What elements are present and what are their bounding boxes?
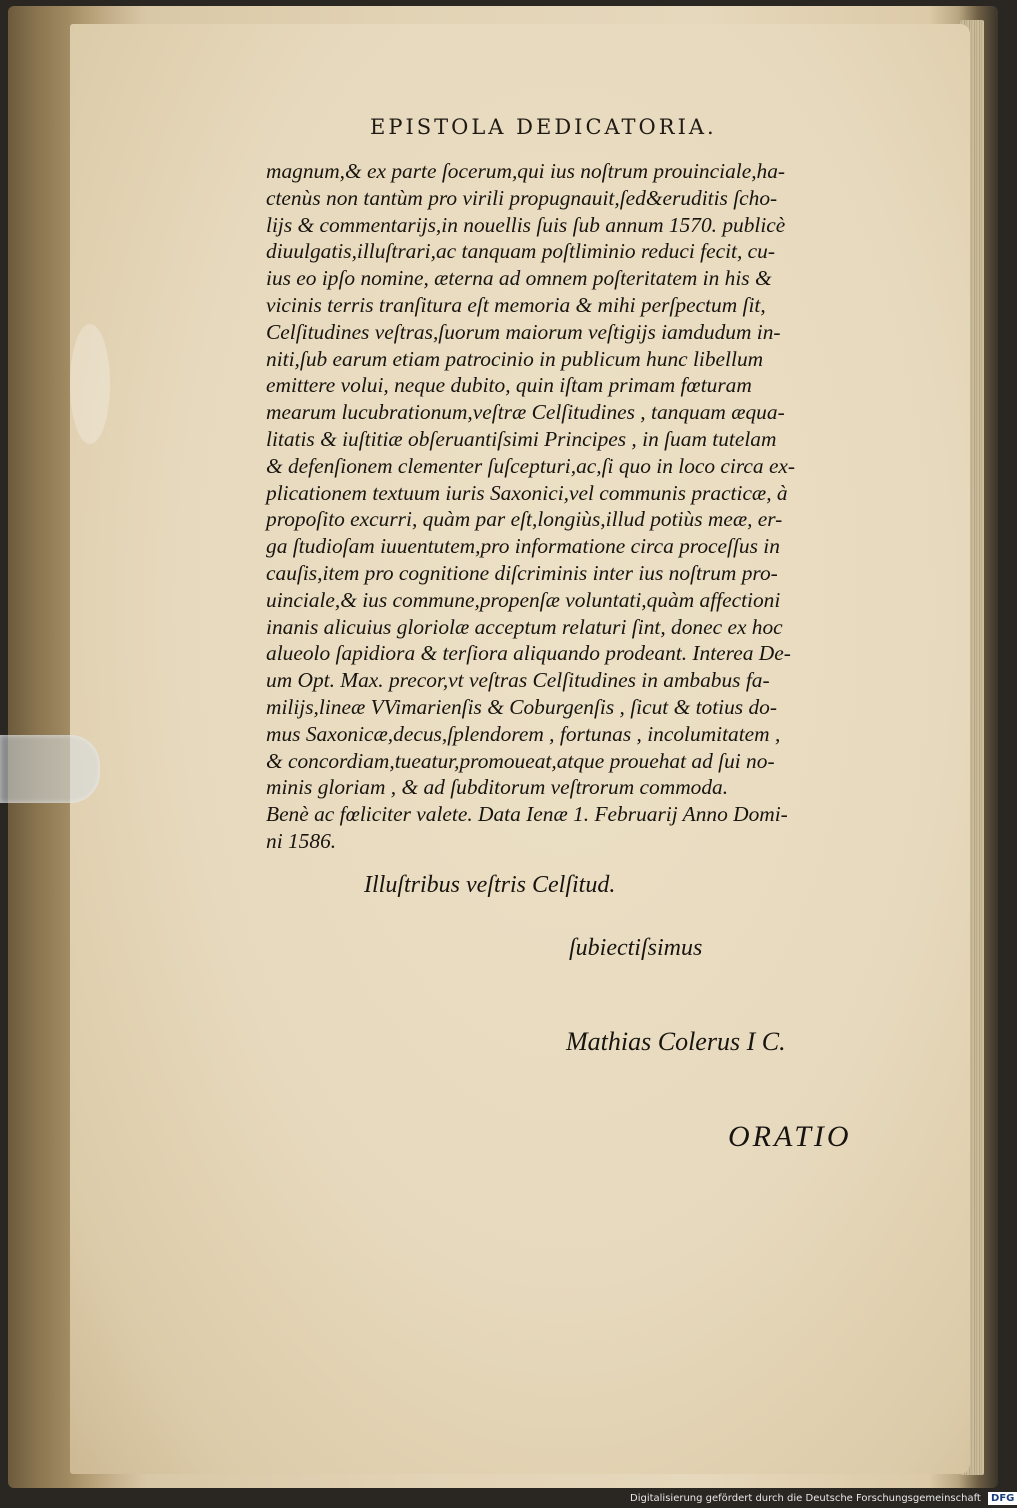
text-line: litatis & iuſtitiæ obſeruantiſsimi Principes , in ſuam tutelam [266, 426, 777, 451]
text-line: magnum,& ex parte ſocerum,qui ius noſtrum prouinciale,ha- [266, 159, 786, 183]
running-title: EPISTOLA DEDICATORIA. [370, 115, 717, 139]
text-line: & defenſionem clementer ſuſcepturi,ac,ſi quo in loco circa ex- [266, 453, 796, 478]
text-line: Celſitudines veſtras,ſuorum maiorum veſtigijs iamdudum in- [266, 319, 781, 344]
text-line: cauſis,item pro cognitione diſcriminis inter ius noſtrum pro- [266, 560, 778, 585]
digitization-footer [630, 1489, 1017, 1508]
text-line: mus Saxonicæ,decus,ſplendorem , fortunas , incolumitatem , [266, 721, 781, 746]
text-line: lijs & commentarijs,in nouellis ſuis ſub annum 1570. publicè [266, 212, 786, 237]
text-line: emittere volui, neque dubito, quin iſtam primam fœturam [266, 373, 752, 398]
text-line: ctenùs non tantùm pro virili propugnauit,ſed&eruditis ſcho- [266, 185, 778, 210]
closing: ſubiectiſsimus [569, 935, 703, 961]
page-stain [70, 324, 110, 444]
text-line: ga ſtudioſam iuuentutem,pro informatione circa proceſſus in [266, 534, 780, 559]
text-line: mearum lucubrationum,veſtræ Celſitudines , tanquam æqua- [266, 400, 785, 425]
text-line: Benè ac fœliciter valete. Data Ienæ 1. Februarij Anno Domi- [266, 802, 788, 827]
plastic-clip [0, 735, 100, 803]
dfg-logo[interactable]: DFG [988, 1492, 1017, 1505]
text-line: diuulgatis,illuſtrari,ac tanquam poſtliminio reduci fecit, cu- [266, 239, 775, 264]
text-line: ni 1586. [266, 828, 337, 853]
text-line: plicationem textuum iuris Saxonici,vel communis practicæ, à [266, 480, 788, 505]
text-line: propoſito excurri, quàm par eſt,longiùs,illud potiùs meæ, er- [266, 507, 783, 532]
salutation: Illuſtribus veſtris Celſitud. [364, 872, 616, 898]
text-line: inanis alicuius gloriolæ acceptum relaturi ſint, donec ex hoc [266, 614, 783, 639]
text-line: uinciale,& ius commune,propenſæ voluntati,quàm affectioni [266, 587, 781, 612]
text-line: & concordiam,tueatur,promoueat,atque prouehat ad ſui no- [266, 748, 775, 773]
text-line: alueolo ſapidiora & terſiora aliquando prodeant. Interea De- [266, 641, 791, 666]
text-line: niti,ſub earum etiam patrocinio in publicum hunc libellum [266, 346, 764, 371]
text-line: milijs,lineæ VVimarienſis & Coburgenſis , ſicut & totius do- [266, 694, 777, 719]
text-line: vicinis terris tranſitura eſt memoria & mihi perſpectum ſit, [266, 292, 766, 317]
signature: Mathias Colerus I C. [566, 1027, 786, 1056]
text-line: minis gloriam , & ad ſubditorum veſtrorum commoda. [266, 775, 729, 800]
dedication-text [266, 158, 886, 855]
footer-credit: Digitalisierung gefördert durch die Deutsche Forschungsgemeinschaft [630, 1493, 981, 1504]
text-line: ius eo ipſo nomine, æterna ad omnem poſteritatem in his & [266, 266, 772, 291]
catchword: ORATIO [728, 1120, 852, 1153]
text-line: um Opt. Max. precor,vt veſtras Celſitudines in ambabus fa- [266, 668, 770, 693]
